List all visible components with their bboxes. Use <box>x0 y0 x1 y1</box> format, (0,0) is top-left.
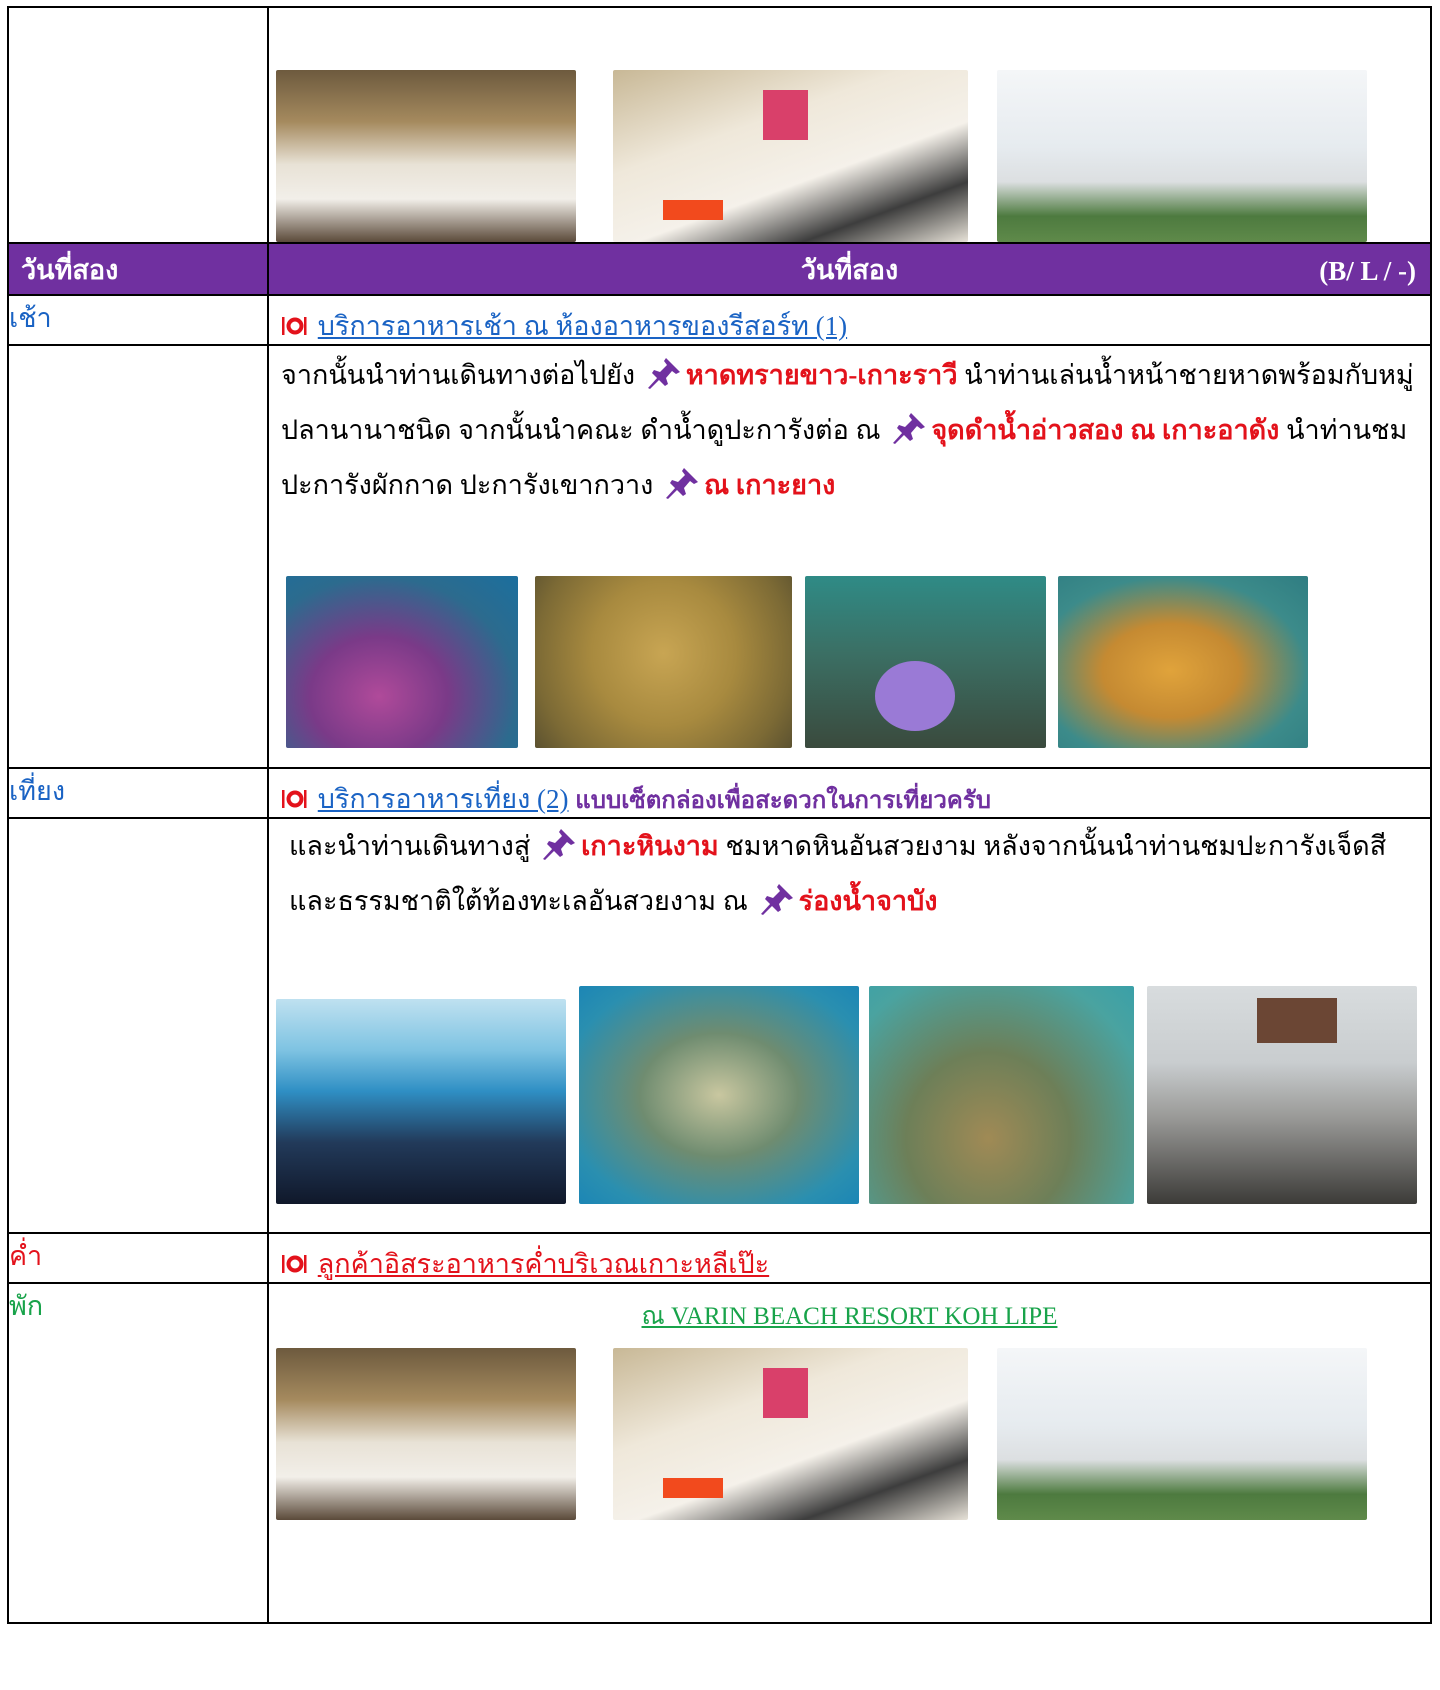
stay-label: พัก <box>8 1283 268 1623</box>
hotel-building-photo <box>997 70 1367 242</box>
morning-description: จากนั้นนำท่านเดินทางต่อไปยัง หาดทรายขาว-เกาะราวี นำท่านเล่นน้ำหน้าชายหาดพร้อมกับหมู่ปลานานาชนิด จากนั้นนำคณะ ดำน้ำดูปะการังต่อ ณ จุดดำน้ำอ่าวสอง ณ เกาะอาดัง นำท่านชมปะการังผักกาด ปะการังเขากวาง ณ เกาะยาง <box>269 346 1430 513</box>
pin-icon <box>759 882 795 916</box>
day-title: วันที่สอง <box>800 254 899 285</box>
dish-icon <box>281 788 307 810</box>
hotel-tv-desk-photo <box>613 1348 968 1520</box>
stay-row <box>8 1283 1431 1623</box>
itinerary-table <box>7 6 1432 1624</box>
hotel-bedroom-photo <box>276 1348 576 1520</box>
dish-icon <box>281 315 307 337</box>
place-koh-yang: ณ เกาะยาง <box>704 470 836 500</box>
anemone-clownfish-photo <box>535 576 792 748</box>
dish-icon <box>281 1253 307 1275</box>
afternoon-activity-row <box>8 818 1431 1233</box>
lunch-note: แบบเซ็ตกล่องเพื่อสะดวกในการเที่ยวครับ <box>575 788 991 814</box>
day-header-row <box>8 243 1431 295</box>
clownfish-photo <box>869 986 1134 1204</box>
dinner-text[interactable]: ลูกค้าอิสระอาหารค่ำบริเวณเกาะหลีเป๊ะ <box>317 1249 770 1279</box>
hotel-tv-desk-photo <box>613 70 968 242</box>
afternoon-description: และนำท่านเดินทางสู่ เกาะหินงาม ชมหาดหินอันสวยงาม หลังจากนั้นนำท่านชมปะการังเจ็ดสีและธรรมชาติใต้ท้องทะเลอันสวยงาม ณ ร่องน้ำจาบัง <box>269 819 1430 929</box>
lunch-label: เที่ยง <box>8 768 268 818</box>
pin-icon <box>664 466 700 500</box>
coral-fish-photo <box>1058 576 1308 748</box>
pin-icon <box>541 827 577 861</box>
jabang-sign-photo <box>1147 986 1417 1204</box>
pin-icon <box>646 356 682 390</box>
place-jabang: ร่องน้ำจาบัง <box>798 886 938 916</box>
breakfast-row <box>8 295 1431 345</box>
meals-included: (B/ L / -) <box>1319 256 1416 286</box>
purple-anemone-photo <box>805 576 1046 748</box>
pin-icon <box>891 411 927 445</box>
dinner-row <box>8 1233 1431 1283</box>
hotel-building-photo <box>997 1348 1367 1520</box>
place-hat-sai-khao: หาดทรายขาว-เกาะราวี <box>685 360 958 390</box>
butterflyfish-photo <box>579 986 859 1204</box>
hotel-name-link[interactable]: ณ VARIN BEACH RESORT KOH LIPE <box>641 1303 1058 1330</box>
hotel-bedroom-photo <box>276 70 576 242</box>
stone-beach-photo <box>276 999 566 1204</box>
day-label-left: วันที่สอง <box>8 243 268 295</box>
breakfast-text[interactable]: บริการอาหารเช้า ณ ห้องอาหารของรีสอร์ท (1) <box>317 311 848 341</box>
lunch-row <box>8 768 1431 818</box>
hotel-photos-row-top <box>8 7 1431 243</box>
place-koh-hin-ngam: เกาะหินงาม <box>581 831 719 861</box>
dinner-label: ค่ำ <box>8 1233 268 1283</box>
morning-activity-row <box>8 345 1431 768</box>
soft-coral-photo <box>286 576 518 748</box>
breakfast-label: เช้า <box>8 295 268 345</box>
place-ao-song: จุดดำน้ำอ่าวสอง ณ เกาะอาดัง <box>931 415 1280 445</box>
lunch-text[interactable]: บริการอาหารเที่ยง (2) <box>317 784 569 814</box>
